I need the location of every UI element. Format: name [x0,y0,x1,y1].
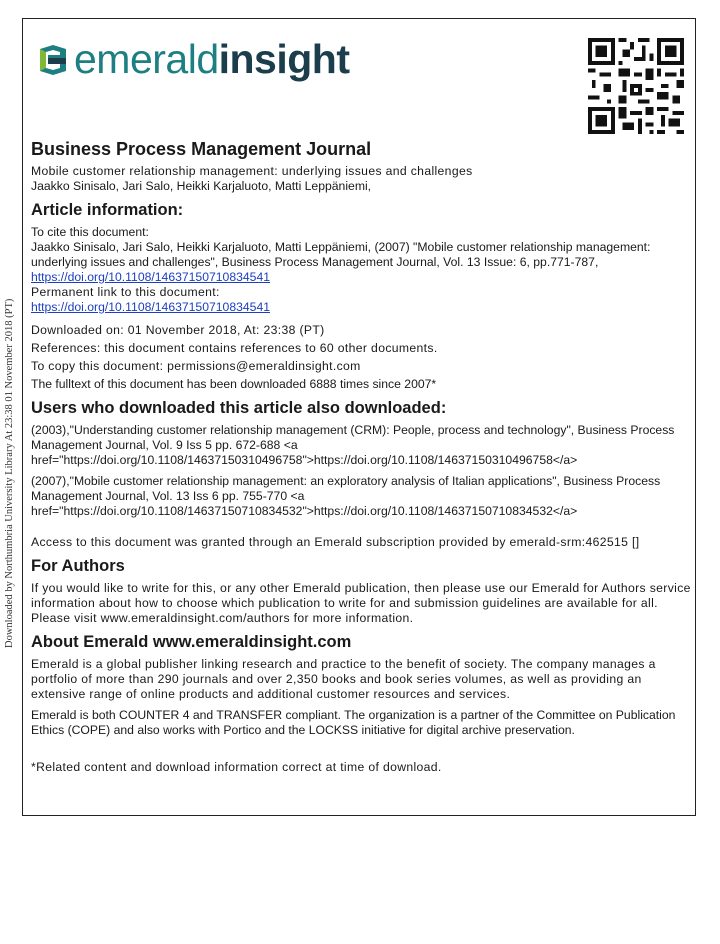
author-list: Jaakko Sinisalo, Jari Salo, Heikki Karjaluoto, Matti Leppäniemi, [31,179,372,193]
logo-text-light: emerald [74,36,219,82]
related-article: (2007),"Mobile customer relationship management: an exploratory analysis of Italian applications", Business Process Management Journal, Vol. 13 Iss 6 pp. 755-770 <a href="https://doi.org/10.1108/14637150710834532">https://doi.org/10.1108/14637150710834532</a> [31,474,661,518]
download-count: The fulltext of this document has been downloaded 6888 times since 2007* [31,377,437,391]
downloaded-on: Downloaded on: 01 November 2018, At: 23:38 (PT) [31,323,325,337]
for-authors-heading: For Authors [31,557,125,575]
references-count: References: this document contains references to 60 other documents. [31,341,438,355]
related-article: (2003),"Understanding customer relationship management (CRM): People, process and technology", Business Process Management Journal, Vol. 9 Iss 5 pp. 672-688 <a href="https://doi.org/10.1108/14637150310496758">https://doi.org/10.1108/14637150310496758</a> [31,423,675,467]
journal-title: Business Process Management Journal [31,139,372,159]
qr-code-icon [588,38,684,134]
article-title: Mobile customer relationship management: underlying issues and challenges [31,164,473,178]
about-emerald-compliance: Emerald is both COUNTER 4 and TRANSFER compliant. The organization is a partner of the Committee on Publication Ethics (COPE) and also works with Portico and the LOCKSS initiative for digital archive preservation. [31,708,676,737]
emerald-logo-icon [36,43,70,77]
about-emerald-text: Emerald is a global publisher linking research and practice to the benefit of society. The company manages a portfolio of more than 290 journals and over 2,350 books and book series volumes, as well as providing an extensive range of online products and additional customer resources and services. [31,657,656,701]
citation-text: Jaakko Sinisalo, Jari Salo, Heikki Karjaluoto, Matti Leppäniemi, (2007) "Mobile customer relationship management: underlying issues and challenges", Business Process Management Journal, Vol. 13 Issue: 6, pp.771-787, https://doi.org/10.1108/14637150710834541 [31,240,651,284]
logo-text-bold: insight [218,36,350,82]
article-information-heading: Article information: [31,201,184,219]
for-authors-text: If you would like to write for this, or any other Emerald publication, then please use our Emerald for Authors service information about how to choose which publication to write for and submission guidelines are available for all. Please visit www.emeraldinsight.com/authors for more information. [31,581,691,625]
about-emerald-heading: About Emerald www.emeraldinsight.com [31,633,352,651]
permanent-link[interactable]: https://doi.org/10.1108/14637150710834541 [31,300,270,314]
cover-content [31,138,691,775]
download-watermark: Downloaded by Northumbria University Library At 23:38 01 November 2018 (PT) [4,298,15,648]
citation-doi-link[interactable]: https://doi.org/10.1108/14637150710834541 [31,270,270,284]
footnote: *Related content and download information correct at time of download. [31,760,442,774]
emerald-insight-logo[interactable] [36,36,350,83]
copy-permissions: To copy this document: permissions@emeraldinsight.com [31,359,361,373]
also-downloaded-heading: Users who downloaded this article also downloaded: [31,399,447,417]
cite-label: To cite this document: [31,225,149,239]
permanent-link-label: Permanent link to this document: [31,285,220,299]
access-statement: Access to this document was granted through an Emerald subscription provided by emerald-srm:462515 [] [31,535,640,549]
